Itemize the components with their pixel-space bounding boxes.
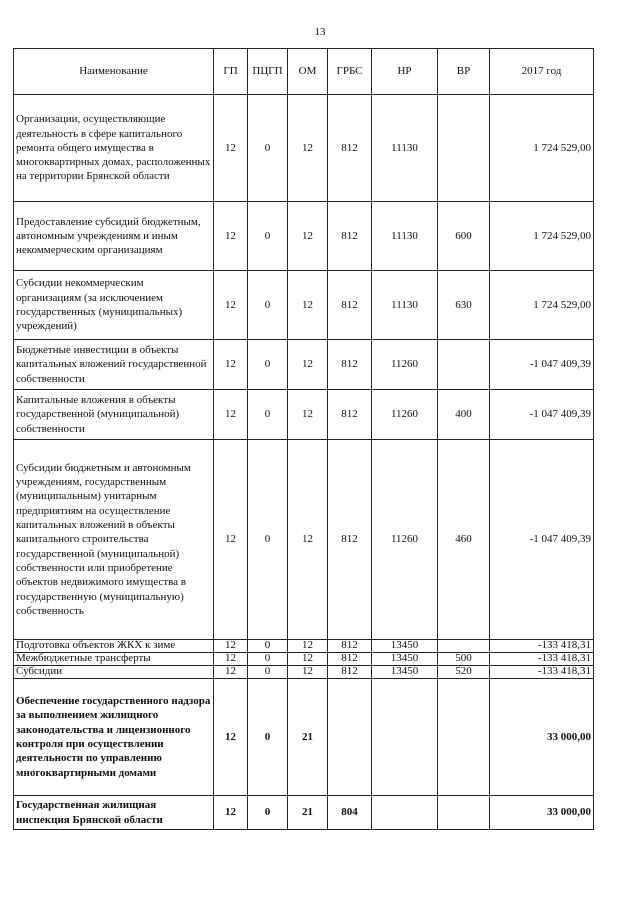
row-name: Межбюджетные трансферты xyxy=(14,653,214,666)
cell-nr: 11260 xyxy=(372,340,438,390)
table-row xyxy=(14,95,594,202)
table-row xyxy=(14,796,594,830)
cell-grbs: 812 xyxy=(328,340,372,390)
cell-grbs: 812 xyxy=(328,640,372,653)
cell-om: 12 xyxy=(288,95,328,202)
header-pcgp: ПЦГП xyxy=(248,49,288,95)
cell-nr: 11260 xyxy=(372,440,438,640)
cell-amount: 33 000,00 xyxy=(490,679,594,796)
table-row xyxy=(14,390,594,440)
cell-gp: 12 xyxy=(214,202,248,271)
cell-vr xyxy=(438,640,490,653)
cell-grbs: 812 xyxy=(328,390,372,440)
cell-grbs: 812 xyxy=(328,666,372,679)
cell-grbs: 812 xyxy=(328,653,372,666)
cell-nr: 13450 xyxy=(372,653,438,666)
cell-om: 12 xyxy=(288,271,328,340)
cell-amount: 33 000,00 xyxy=(490,796,594,830)
cell-vr: 520 xyxy=(438,666,490,679)
cell-gp: 12 xyxy=(214,666,248,679)
cell-pcgp: 0 xyxy=(248,95,288,202)
cell-vr xyxy=(438,796,490,830)
cell-amount: -1 047 409,39 xyxy=(490,390,594,440)
cell-om: 12 xyxy=(288,440,328,640)
cell-om: 12 xyxy=(288,640,328,653)
cell-gp: 12 xyxy=(214,440,248,640)
cell-amount: -1 047 409,39 xyxy=(490,340,594,390)
table-row xyxy=(14,340,594,390)
cell-pcgp: 0 xyxy=(248,340,288,390)
cell-om: 12 xyxy=(288,653,328,666)
cell-grbs: 812 xyxy=(328,440,372,640)
header-year: 2017 год xyxy=(490,49,594,95)
cell-amount: -133 418,31 xyxy=(490,666,594,679)
cell-vr: 630 xyxy=(438,271,490,340)
table-row xyxy=(14,640,594,653)
cell-gp: 12 xyxy=(214,796,248,830)
header-om: ОМ xyxy=(288,49,328,95)
cell-om: 12 xyxy=(288,202,328,271)
cell-vr xyxy=(438,95,490,202)
cell-amount: 1 724 529,00 xyxy=(490,202,594,271)
cell-nr: 13450 xyxy=(372,640,438,653)
cell-gp: 12 xyxy=(214,271,248,340)
cell-pcgp: 0 xyxy=(248,679,288,796)
cell-nr: 11130 xyxy=(372,271,438,340)
header-grbs: ГРБС xyxy=(328,49,372,95)
row-name: Государственная жилищная инспекция Брянской области xyxy=(14,796,214,830)
page-number: 13 xyxy=(314,26,326,38)
cell-grbs: 812 xyxy=(328,202,372,271)
row-name: Обеспечение государственного надзора за выполнением жилищного законодательства и лицензионного контроля при осуществлении деятельности по управлению многоквартирными домами xyxy=(14,679,214,796)
cell-om: 21 xyxy=(288,679,328,796)
row-name: Подготовка объектов ЖКХ к зиме xyxy=(14,640,214,653)
cell-vr: 500 xyxy=(438,653,490,666)
cell-gp: 12 xyxy=(214,390,248,440)
cell-amount: -133 418,31 xyxy=(490,653,594,666)
cell-om: 12 xyxy=(288,666,328,679)
table-row xyxy=(14,666,594,679)
cell-pcgp: 0 xyxy=(248,640,288,653)
cell-pcgp: 0 xyxy=(248,796,288,830)
row-name: Организации, осуществляющие деятельность в сфере капитального ремонта общего имущества в многоквартирных домах, расположенных на территории Брянской области xyxy=(14,95,214,202)
cell-vr: 400 xyxy=(438,390,490,440)
cell-om: 21 xyxy=(288,796,328,830)
cell-pcgp: 0 xyxy=(248,666,288,679)
header-gp: ГП xyxy=(214,49,248,95)
cell-gp: 12 xyxy=(214,640,248,653)
row-name: Бюджетные инвестиции в объекты капитальных вложений государственной собственности xyxy=(14,340,214,390)
table-row xyxy=(14,202,594,271)
header-name: Наименование xyxy=(14,49,214,95)
cell-nr: 11130 xyxy=(372,95,438,202)
cell-nr: 13450 xyxy=(372,666,438,679)
table-row xyxy=(14,440,594,640)
row-name: Субсидии бюджетным и автономным учреждениям, государственным (муниципальным) унитарным предприятиям на осуществление капитальных вложений в объекты капитального строительства государственной (муниципальной) собственности или приобретение объектов недвижимого имущества в государственную (муниципальную) собственность xyxy=(14,440,214,640)
cell-pcgp: 0 xyxy=(248,440,288,640)
row-name: Капитальные вложения в объекты государственной (муниципальной) собственности xyxy=(14,390,214,440)
row-name: Субсидии xyxy=(14,666,214,679)
cell-pcgp: 0 xyxy=(248,390,288,440)
header-nr: НР xyxy=(372,49,438,95)
table-row xyxy=(14,653,594,666)
cell-nr xyxy=(372,679,438,796)
cell-grbs: 812 xyxy=(328,271,372,340)
cell-vr: 460 xyxy=(438,440,490,640)
cell-amount: -1 047 409,39 xyxy=(490,440,594,640)
cell-vr: 600 xyxy=(438,202,490,271)
cell-gp: 12 xyxy=(214,653,248,666)
cell-amount: 1 724 529,00 xyxy=(490,271,594,340)
cell-gp: 12 xyxy=(214,340,248,390)
table-row xyxy=(14,679,594,796)
table-row xyxy=(14,271,594,340)
cell-nr xyxy=(372,796,438,830)
budget-table xyxy=(13,48,594,830)
cell-gp: 12 xyxy=(214,95,248,202)
cell-vr xyxy=(438,679,490,796)
cell-amount: 1 724 529,00 xyxy=(490,95,594,202)
cell-om: 12 xyxy=(288,390,328,440)
header-vr: ВР xyxy=(438,49,490,95)
cell-nr: 11130 xyxy=(372,202,438,271)
cell-grbs xyxy=(328,679,372,796)
cell-pcgp: 0 xyxy=(248,202,288,271)
cell-pcgp: 0 xyxy=(248,271,288,340)
cell-amount: -133 418,31 xyxy=(490,640,594,653)
cell-grbs: 804 xyxy=(328,796,372,830)
cell-om: 12 xyxy=(288,340,328,390)
cell-gp: 12 xyxy=(214,679,248,796)
table-header-row xyxy=(14,49,594,95)
cell-grbs: 812 xyxy=(328,95,372,202)
cell-vr xyxy=(438,340,490,390)
cell-nr: 11260 xyxy=(372,390,438,440)
row-name: Субсидии некоммерческим организациям (за исключением государственных (муниципальных) учреждений) xyxy=(14,271,214,340)
cell-pcgp: 0 xyxy=(248,653,288,666)
row-name: Предоставление субсидий бюджетным, автономным учреждениям и иным некоммерческим организациям xyxy=(14,202,214,271)
